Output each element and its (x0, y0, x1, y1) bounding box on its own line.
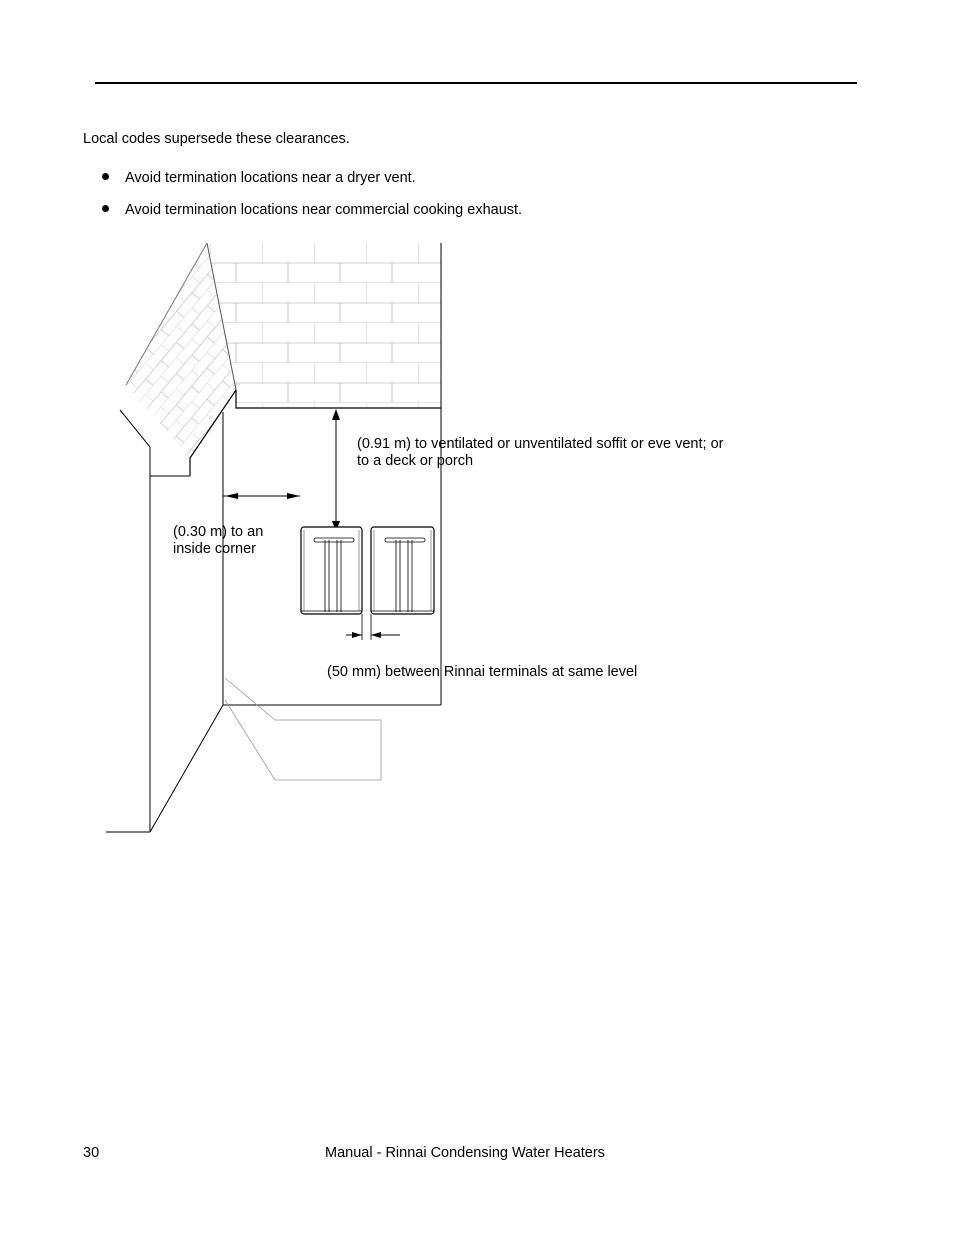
corner-clearance-line-1: (0.30 m) to an (173, 524, 264, 540)
footer-title: Manual - Rinnai Condensing Water Heaters (325, 1145, 605, 1161)
soffit-clearance-label (357, 436, 723, 470)
soffit-brick-front (208, 243, 441, 408)
soffit-clearance-line-1: (0.91 m) to ventilated or unventilated soffit or eve vent; or (357, 436, 724, 452)
soffit-clearance-line-2: to a deck or porch (357, 453, 474, 469)
corner-clearance-line-2: inside corner (173, 541, 257, 557)
terminal-spacing-label: (50 mm) between Rinnai terminals at same level (327, 664, 638, 680)
terminal-right (371, 527, 434, 614)
corner-clearance-label (173, 524, 263, 558)
bullet-text: Avoid termination locations near a dryer vent. (125, 170, 416, 186)
page-number: 30 (83, 1145, 100, 1161)
terminal-left (301, 527, 362, 614)
intro-text: Local codes supersede these clearances. (83, 131, 350, 147)
bullet-text: Avoid termination locations near commercial cooking exhaust. (125, 202, 523, 218)
